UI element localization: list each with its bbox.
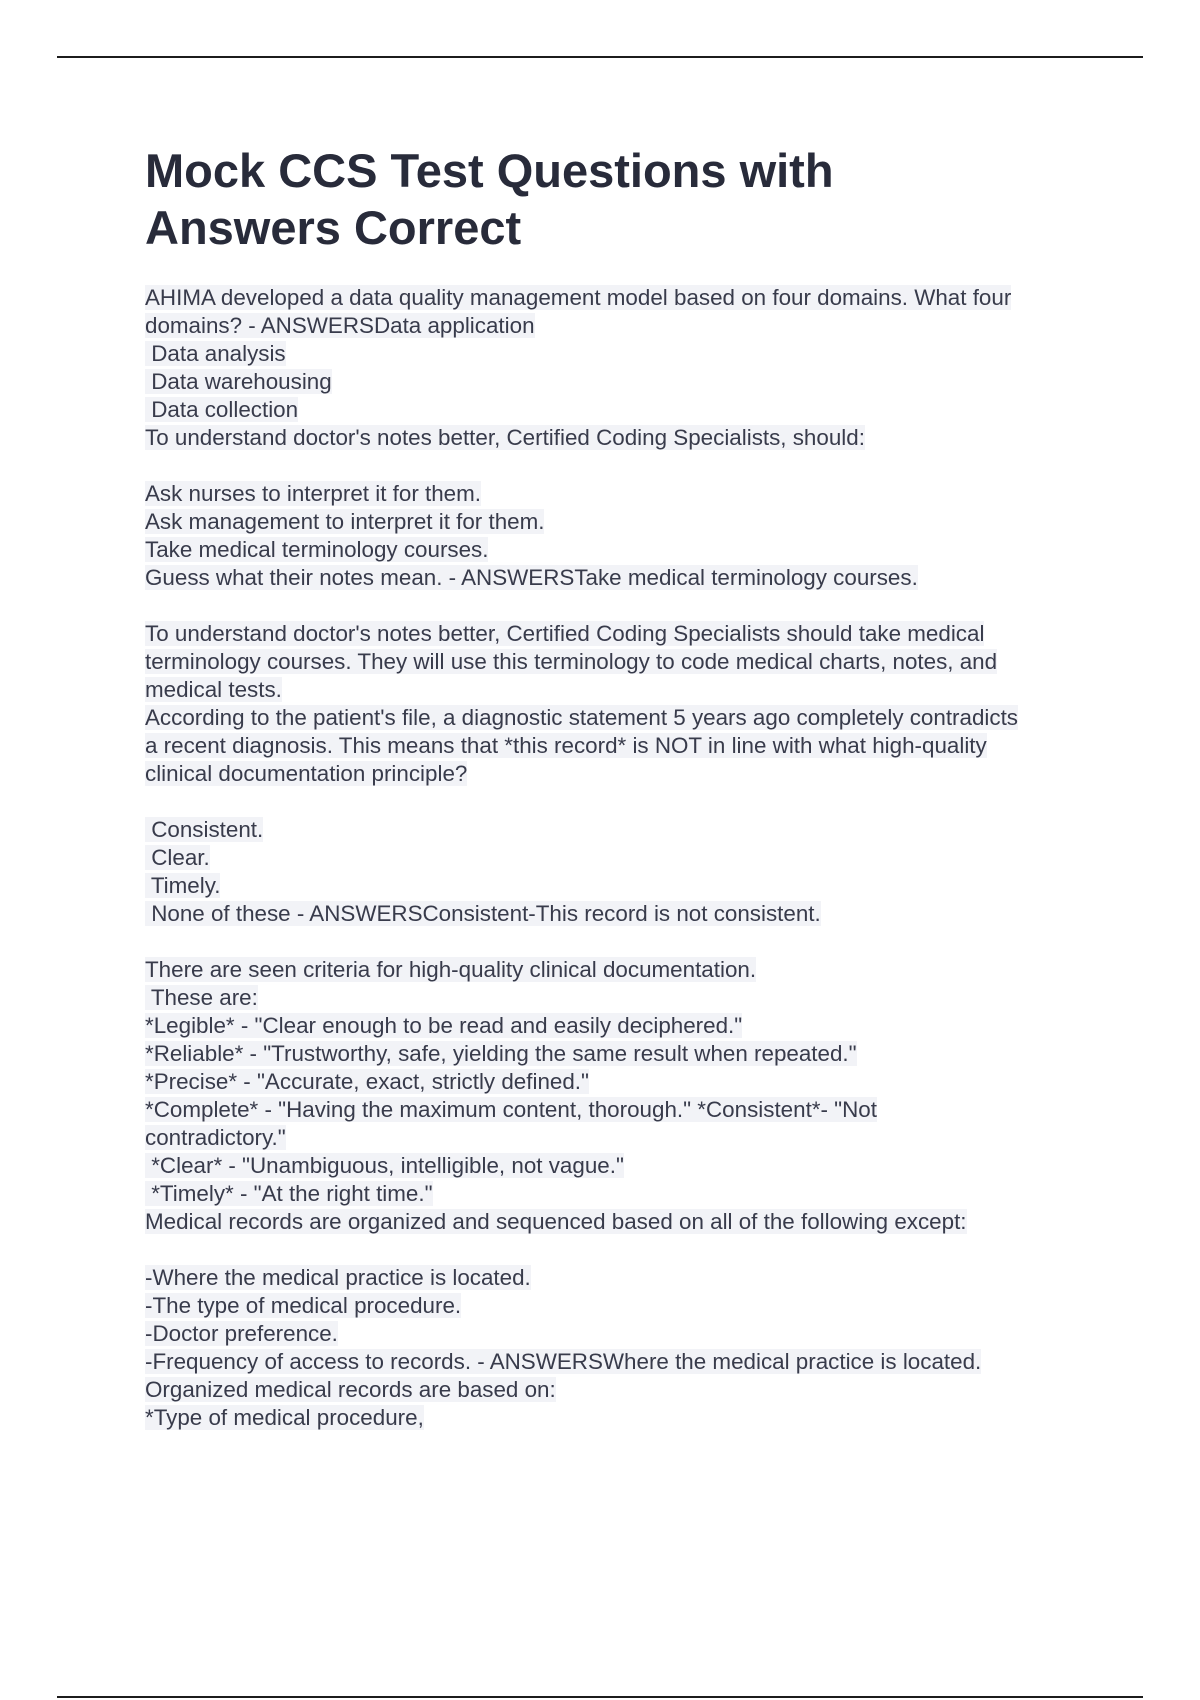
blank-line: [145, 452, 1095, 480]
text-line-content: *Type of medical procedure,: [145, 1405, 424, 1430]
text-line-content: *Legible* - "Clear enough to be read and easily deciphered.": [145, 1013, 743, 1038]
text-line: [145, 1320, 1095, 1348]
text-line-content: Data analysis: [145, 341, 286, 366]
text-line-content: -Where the medical practice is located.: [145, 1265, 531, 1290]
text-line: [145, 396, 1095, 424]
text-line-content: None of these - ANSWERSConsistent-This record is not consistent.: [145, 901, 821, 926]
text-line: [145, 1348, 1095, 1376]
text-line: [145, 1068, 1095, 1096]
text-line: [145, 340, 1095, 368]
text-line-content: According to the patient's file, a diagnostic statement 5 years ago completely contradicts: [145, 705, 1019, 730]
text-line-content: contradictory.": [145, 1125, 286, 1150]
text-line-content: Medical records are organized and sequenced based on all of the following except:: [145, 1209, 967, 1234]
top-divider: [57, 56, 1143, 58]
blank-line: [145, 592, 1095, 620]
text-line-content: Data warehousing: [145, 369, 332, 394]
text-line-content: Organized medical records are based on:: [145, 1377, 556, 1402]
text-line-content: Consistent.: [145, 817, 264, 842]
text-line-content: -Frequency of access to records. - ANSWERSWhere the medical practice is located.: [145, 1349, 982, 1374]
text-line: [145, 1124, 1095, 1152]
text-line: [145, 1404, 1095, 1432]
text-line-content: Data collection: [145, 397, 299, 422]
blank-line: [145, 928, 1095, 956]
text-line-content: Ask nurses to interpret it for them.: [145, 481, 481, 506]
text-line-content: To understand doctor's notes better, Certified Coding Specialists, should:: [145, 425, 865, 450]
text-line-content: *Reliable* - "Trustworthy, safe, yielding the same result when repeated.": [145, 1041, 857, 1066]
text-line-content: clinical documentation principle?: [145, 761, 468, 786]
text-line-content: *Complete* - "Having the maximum content, thorough." *Consistent*- "Not: [145, 1097, 877, 1122]
text-line-content: Ask management to interpret it for them.: [145, 509, 545, 534]
text-line: [145, 368, 1095, 396]
text-line-content: *Clear* - "Unambiguous, intelligible, not vague.": [145, 1153, 624, 1178]
text-line: [145, 1096, 1095, 1124]
text-line: [145, 1264, 1095, 1292]
text-line: [145, 816, 1095, 844]
text-line: [145, 536, 1095, 564]
text-line: [145, 648, 1095, 676]
text-line-content: These are:: [145, 985, 258, 1010]
text-line: [145, 1180, 1095, 1208]
text-line: [145, 312, 1095, 340]
text-line: [145, 732, 1095, 760]
text-line-content: -The type of medical procedure.: [145, 1293, 462, 1318]
text-line-content: To understand doctor's notes better, Certified Coding Specialists should take medical: [145, 621, 985, 646]
text-line: [145, 1292, 1095, 1320]
text-line: [145, 620, 1095, 648]
blank-line: [145, 788, 1095, 816]
page-title: [145, 142, 1045, 256]
text-line: [145, 508, 1095, 536]
document-body: [145, 284, 1095, 1432]
text-line-content: There are seen criteria for high-quality clinical documentation.: [145, 957, 757, 982]
bottom-divider: [57, 1696, 1143, 1698]
text-line: [145, 984, 1095, 1012]
title-line-2: Answers Correct: [145, 201, 522, 254]
text-line-content: *Precise* - "Accurate, exact, strictly defined.": [145, 1069, 589, 1094]
text-line: [145, 676, 1095, 704]
title-line-1: Mock CCS Test Questions with: [145, 144, 834, 197]
text-line-content: *Timely* - "At the right time.": [145, 1181, 433, 1206]
text-line: [145, 872, 1095, 900]
text-line-content: a recent diagnosis. This means that *this record* is NOT in line with what high-quality: [145, 733, 987, 758]
text-line: [145, 1012, 1095, 1040]
text-line-content: Clear.: [145, 845, 210, 870]
text-line: [145, 1040, 1095, 1068]
text-line: [145, 704, 1095, 732]
text-line: [145, 844, 1095, 872]
text-line: [145, 284, 1095, 312]
text-line-content: -Doctor preference.: [145, 1321, 338, 1346]
text-line: [145, 424, 1095, 452]
text-line: [145, 956, 1095, 984]
blank-line: [145, 1236, 1095, 1264]
text-line: [145, 1208, 1095, 1236]
text-line: [145, 900, 1095, 928]
text-line-content: domains? - ANSWERSData application: [145, 313, 535, 338]
text-line: [145, 1152, 1095, 1180]
text-line: [145, 564, 1095, 592]
text-line-content: medical tests.: [145, 677, 282, 702]
text-line-content: Take medical terminology courses.: [145, 537, 489, 562]
text-line-content: Timely.: [145, 873, 221, 898]
text-line-content: terminology courses. They will use this terminology to code medical charts, notes, and: [145, 649, 998, 674]
text-line: [145, 480, 1095, 508]
text-line-content: AHIMA developed a data quality management model based on four domains. What four: [145, 285, 1012, 310]
text-line-content: Guess what their notes mean. - ANSWERSTake medical terminology courses.: [145, 565, 918, 590]
text-line: [145, 1376, 1095, 1404]
text-line: [145, 760, 1095, 788]
